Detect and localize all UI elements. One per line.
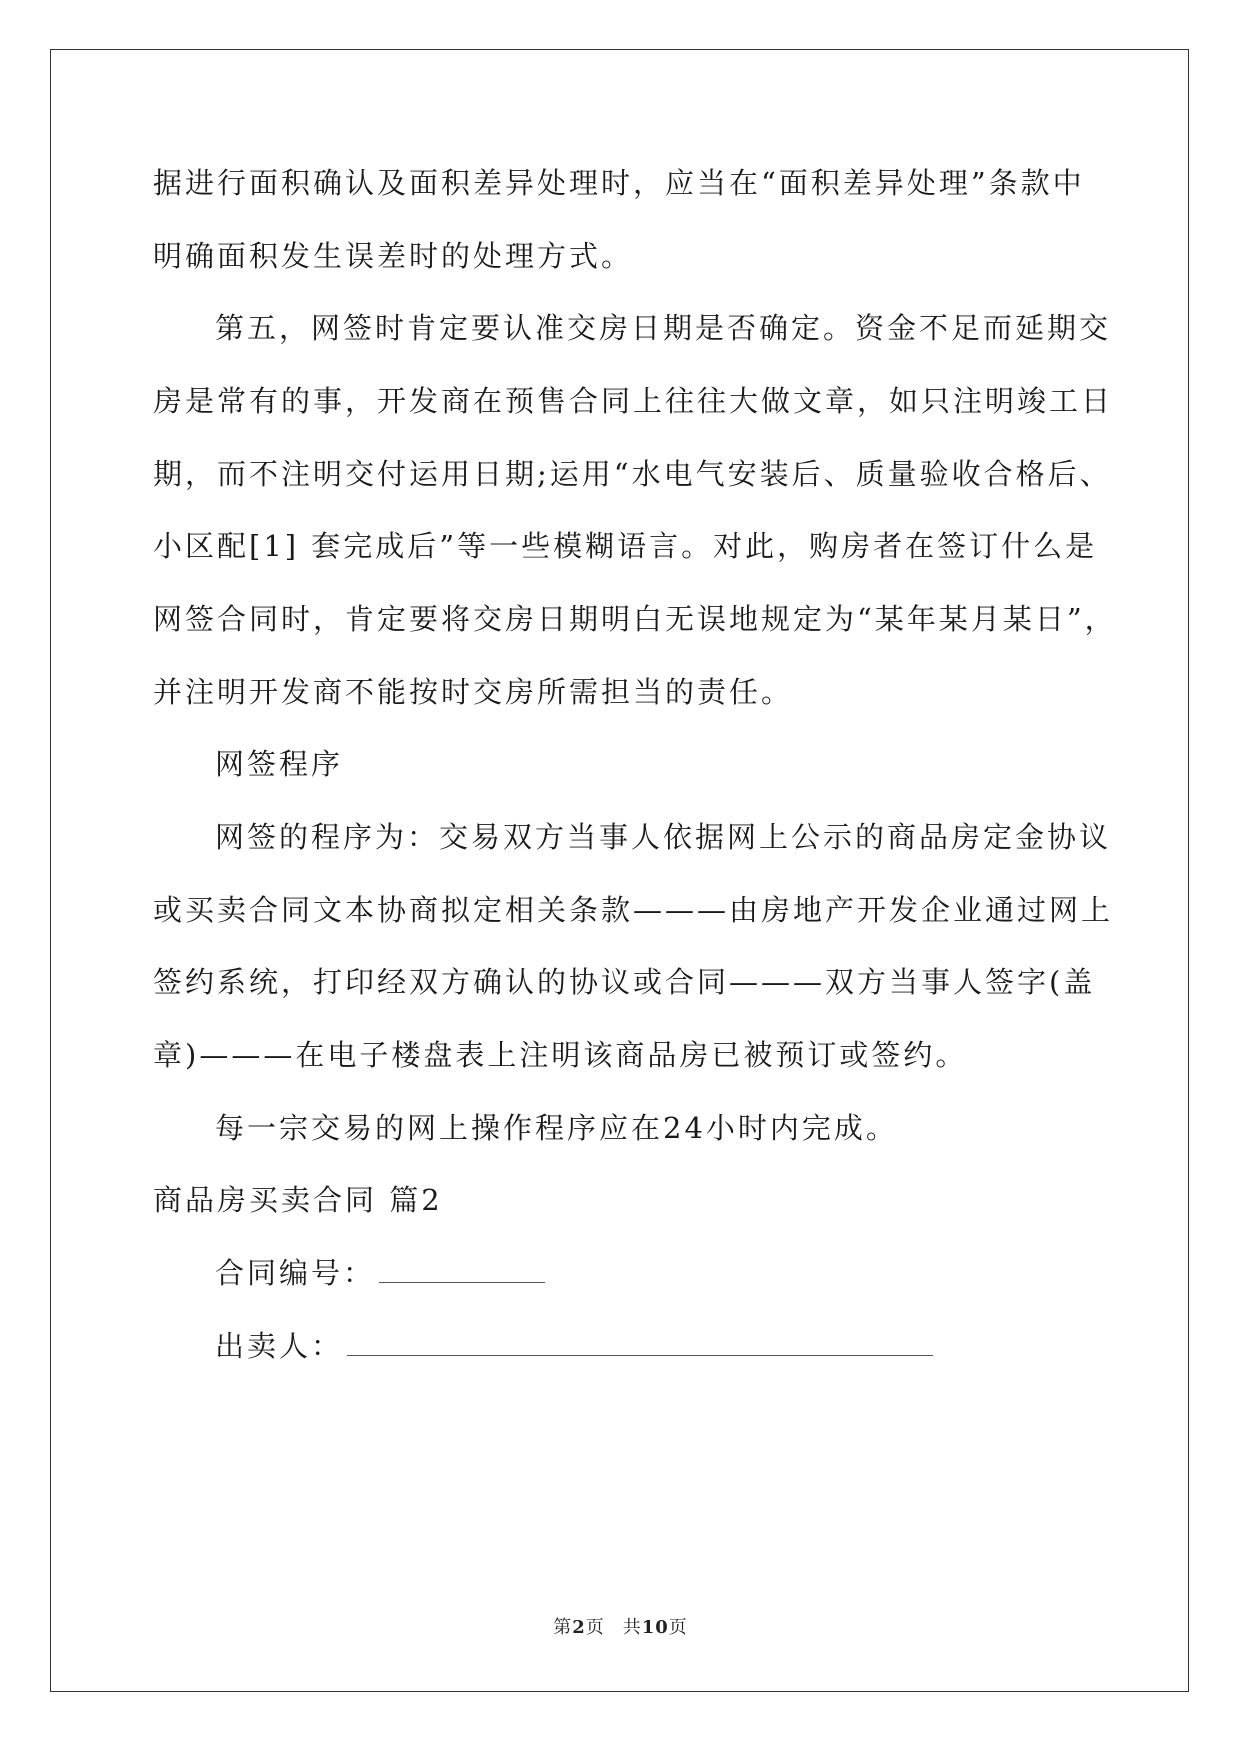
seller-label: 出卖人： [215,1329,344,1363]
paragraph-line: 期，而不注明交付运用日期;运用“水电气安装后、质量验收合格后、 [153,457,1112,491]
contract-number-label: 合同编号： [215,1256,376,1290]
paragraph-line: 每一宗交易的网上操作程序应在24小时内完成。 [215,1111,898,1145]
paragraph-line: 小区配[1] 套完成后”等一些模糊语言。对此，购房者在签订什么是 [153,529,1098,563]
paragraph-line: 或买卖合同文本协商拟定相关条款———由房地产开发企业通过网上 [153,893,1114,927]
paragraph-line: 房是常有的事，开发商在预售合同上往往大做文章，如只注明竣工日 [153,384,1114,418]
paragraph-line: 并注明开发商不能按时交房所需担当的责任。 [153,675,794,709]
page-border [50,49,1189,1692]
seller-row [215,1326,933,1366]
paragraph-line: 明确面积发生误差时的处理方式。 [153,239,634,273]
paragraph-line: 网签合同时，肯定要将交房日期明白无误地规定为“某年某月某日”， [153,602,1117,636]
footer-total-prefix: 共 [622,1617,642,1638]
paragraph-line: 据进行面积确认及面积差异处理时，应当在“面积差异处理”条款中 [153,166,1085,200]
paragraph-line: 第五，网签时肯定要认准交房日期是否确定。资金不足而延期交 [215,311,1112,345]
contract-number-row [215,1253,545,1293]
paragraph-line: 章)———在电子楼盘表上注明该商品房已被预订或签约。 [153,1038,968,1072]
contract-title: 商品房买卖合同 篇2 [153,1183,443,1217]
footer-page-number: 2 [572,1617,586,1638]
footer-page-suffix: 页 [585,1617,605,1638]
footer-total-suffix: 页 [668,1617,688,1638]
footer-total-pages: 10 [641,1617,669,1638]
page-footer [0,1613,1241,1639]
contract-number-blank [379,1258,545,1283]
section-heading: 网签程序 [215,747,344,781]
paragraph-line: 网签的程序为：交易双方当事人依据网上公示的商品房定金协议 [215,820,1112,854]
paragraph-line: 签约系统，打印经双方确认的协议或合同———双方当事人签字(盖 [153,965,1096,999]
seller-blank [347,1331,933,1356]
footer-page-prefix: 第 [553,1617,573,1638]
